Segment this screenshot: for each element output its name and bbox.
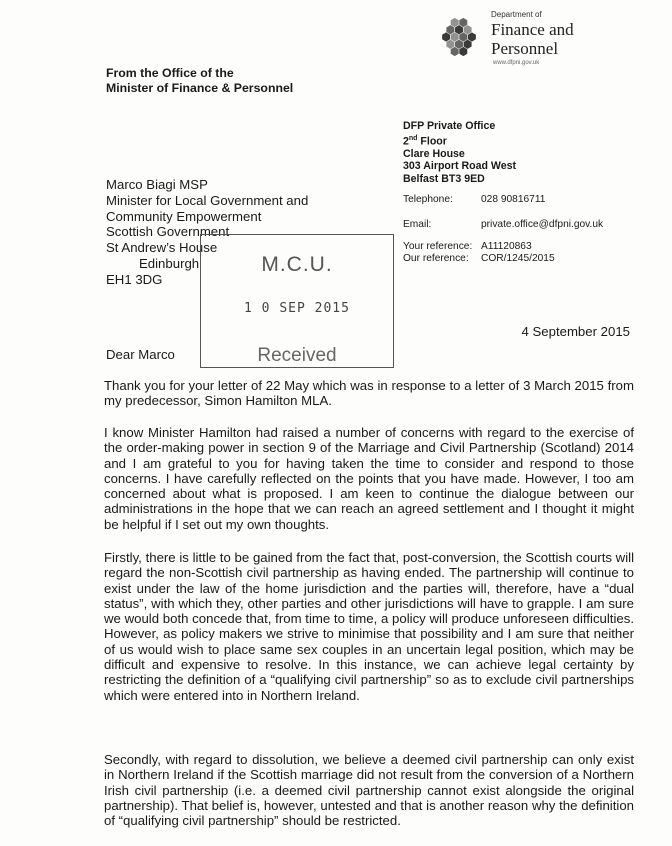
sender-address-line-1: DFP Private Office — [403, 120, 496, 132]
stamp-received: Received — [257, 345, 337, 366]
sender-address-line-2 — [403, 133, 516, 148]
recipient-line-1: Marco Biagi MSP — [106, 177, 208, 192]
logo-hexagon — [464, 25, 472, 34]
email-label: Email: — [403, 219, 432, 230]
logo-hexagon — [451, 18, 459, 27]
your-reference-label: Your reference: — [403, 241, 473, 252]
your-reference-value: A11120863 — [481, 241, 532, 252]
hexagon-cluster-icon — [432, 10, 486, 64]
paragraph-2: I know Minister Hamilton had raised a number of concerns with regard to the exercise of the order-making power in section 9 of the Marriage and Civil Partnership (Scotland) 2014 and I am grateful to you for having taken the time to consider and respond to those concerns. I have carefully reflected on the points that you have made. However, I too am concerned about what is proposed. I am keen to continue the dialogue between our administrations in the hope that we can reach an agreed settlement and I thought it might be helpful if I set out my own thoughts. — [104, 425, 634, 532]
stamp-date: 1 0 SEP 2015 — [244, 301, 350, 316]
recipient-line-6: Edinburgh — [139, 255, 200, 271]
sender-address — [403, 120, 516, 185]
your-reference-row — [403, 241, 532, 253]
letter-date: 4 September 2015 — [521, 324, 630, 339]
salutation: Dear Marco — [106, 347, 175, 362]
logo-hexagon — [442, 32, 450, 41]
sender-address-line-3: Clare House — [403, 147, 465, 160]
logo-hexagon — [459, 18, 467, 27]
logo-url: www.dfpni.gov.uk — [493, 60, 540, 66]
from-block — [106, 66, 293, 96]
paragraph-3: Firstly, there is little to be gained from the fact that, post-conversion, the Scottish courts will regard the non-Scottish civil partnership as having ended. The partnership will continue to exist under the law of the home jurisdiction and the parties will, therefore, have a “dual status”, with which they, other parties and other jurisdictions will have to grapple. I am sure we would both concede that, from time to time, a policy will produce unforeseen difficulties. However, as policy makers we strive to minimise that possibility and I am sure that neither of us would wish to place same sex couples in an uncertain legal position, which may be difficult and expensive to resolve. In this instance, we can achieve legal certainty by restricting the definition of a “qualifying civil partnership” so as to exclude civil partnerships which were entered into in Northern Ireland. — [104, 550, 634, 703]
received-stamp — [200, 234, 394, 368]
from-line-2: Minister of Finance & Personnel — [106, 81, 294, 95]
paragraph-4: Secondly, with regard to dissolution, we believe a deemed civil partnership can only exist in Northern Ireland if the Scottish marriage did not result from the conversion of a Northern Irish civil partnership (i.e. a deemed civil partnership cannot exist alongside the original partnership). That belief is, however, untested and that is another reason why the definition of “qualifying civil partnership” should be restricted. — [104, 752, 634, 829]
telephone-value: 028 90816711 — [481, 194, 546, 205]
recipient-line-3: Community Empowerment — [106, 208, 262, 224]
our-reference-value: COR/1245/2015 — [481, 253, 555, 264]
our-reference-label: Our reference: — [403, 253, 469, 264]
telephone-row — [403, 194, 545, 206]
stamp-title: M.C.U. — [261, 253, 333, 276]
from-line-1: From the Office of the — [106, 66, 234, 80]
our-reference-row — [403, 253, 555, 265]
logo-name-line2: Personnel — [491, 39, 559, 58]
recipient-line-7: EH1 3DG — [106, 271, 163, 287]
logo-hexagon — [451, 32, 459, 41]
recipient-line-2: Minister for Local Government and — [106, 192, 309, 208]
logo-department-of: Department of — [491, 10, 542, 19]
logo-name-line1: Finance and — [491, 20, 574, 39]
email-value: private.office@dfpni.gov.uk — [481, 219, 604, 230]
logo-hexagon — [468, 32, 476, 41]
logo-hexagon — [446, 40, 454, 49]
logo-hexagon — [455, 25, 463, 34]
department-logo-text — [491, 10, 574, 68]
recipient-line-4: Scottish Government — [106, 224, 230, 240]
floor-word: Floor — [417, 135, 447, 148]
paragraph-1: Thank you for your letter of 22 May which was in response to a letter of 3 March 2015 from my predecessor, Simon Hamilton MLA. — [104, 378, 634, 409]
logo-hexagon — [459, 32, 467, 41]
telephone-label: Telephone: — [403, 194, 453, 205]
logo-hexagon — [455, 40, 463, 49]
email-row — [403, 219, 603, 231]
department-logo-icon — [432, 10, 486, 64]
recipient-line-5: St Andrew’s House — [106, 240, 218, 256]
floor-number: 2 — [403, 135, 409, 148]
sender-address-line-5: Belfast BT3 9ED — [403, 172, 485, 185]
logo-hexagon — [451, 47, 459, 56]
floor-ordinal: nd — [408, 134, 418, 142]
logo-hexagon — [464, 40, 472, 49]
logo-hexagon — [459, 47, 467, 56]
logo-hexagon — [446, 25, 454, 34]
sender-address-line-4: 303 Airport Road West — [403, 160, 517, 173]
